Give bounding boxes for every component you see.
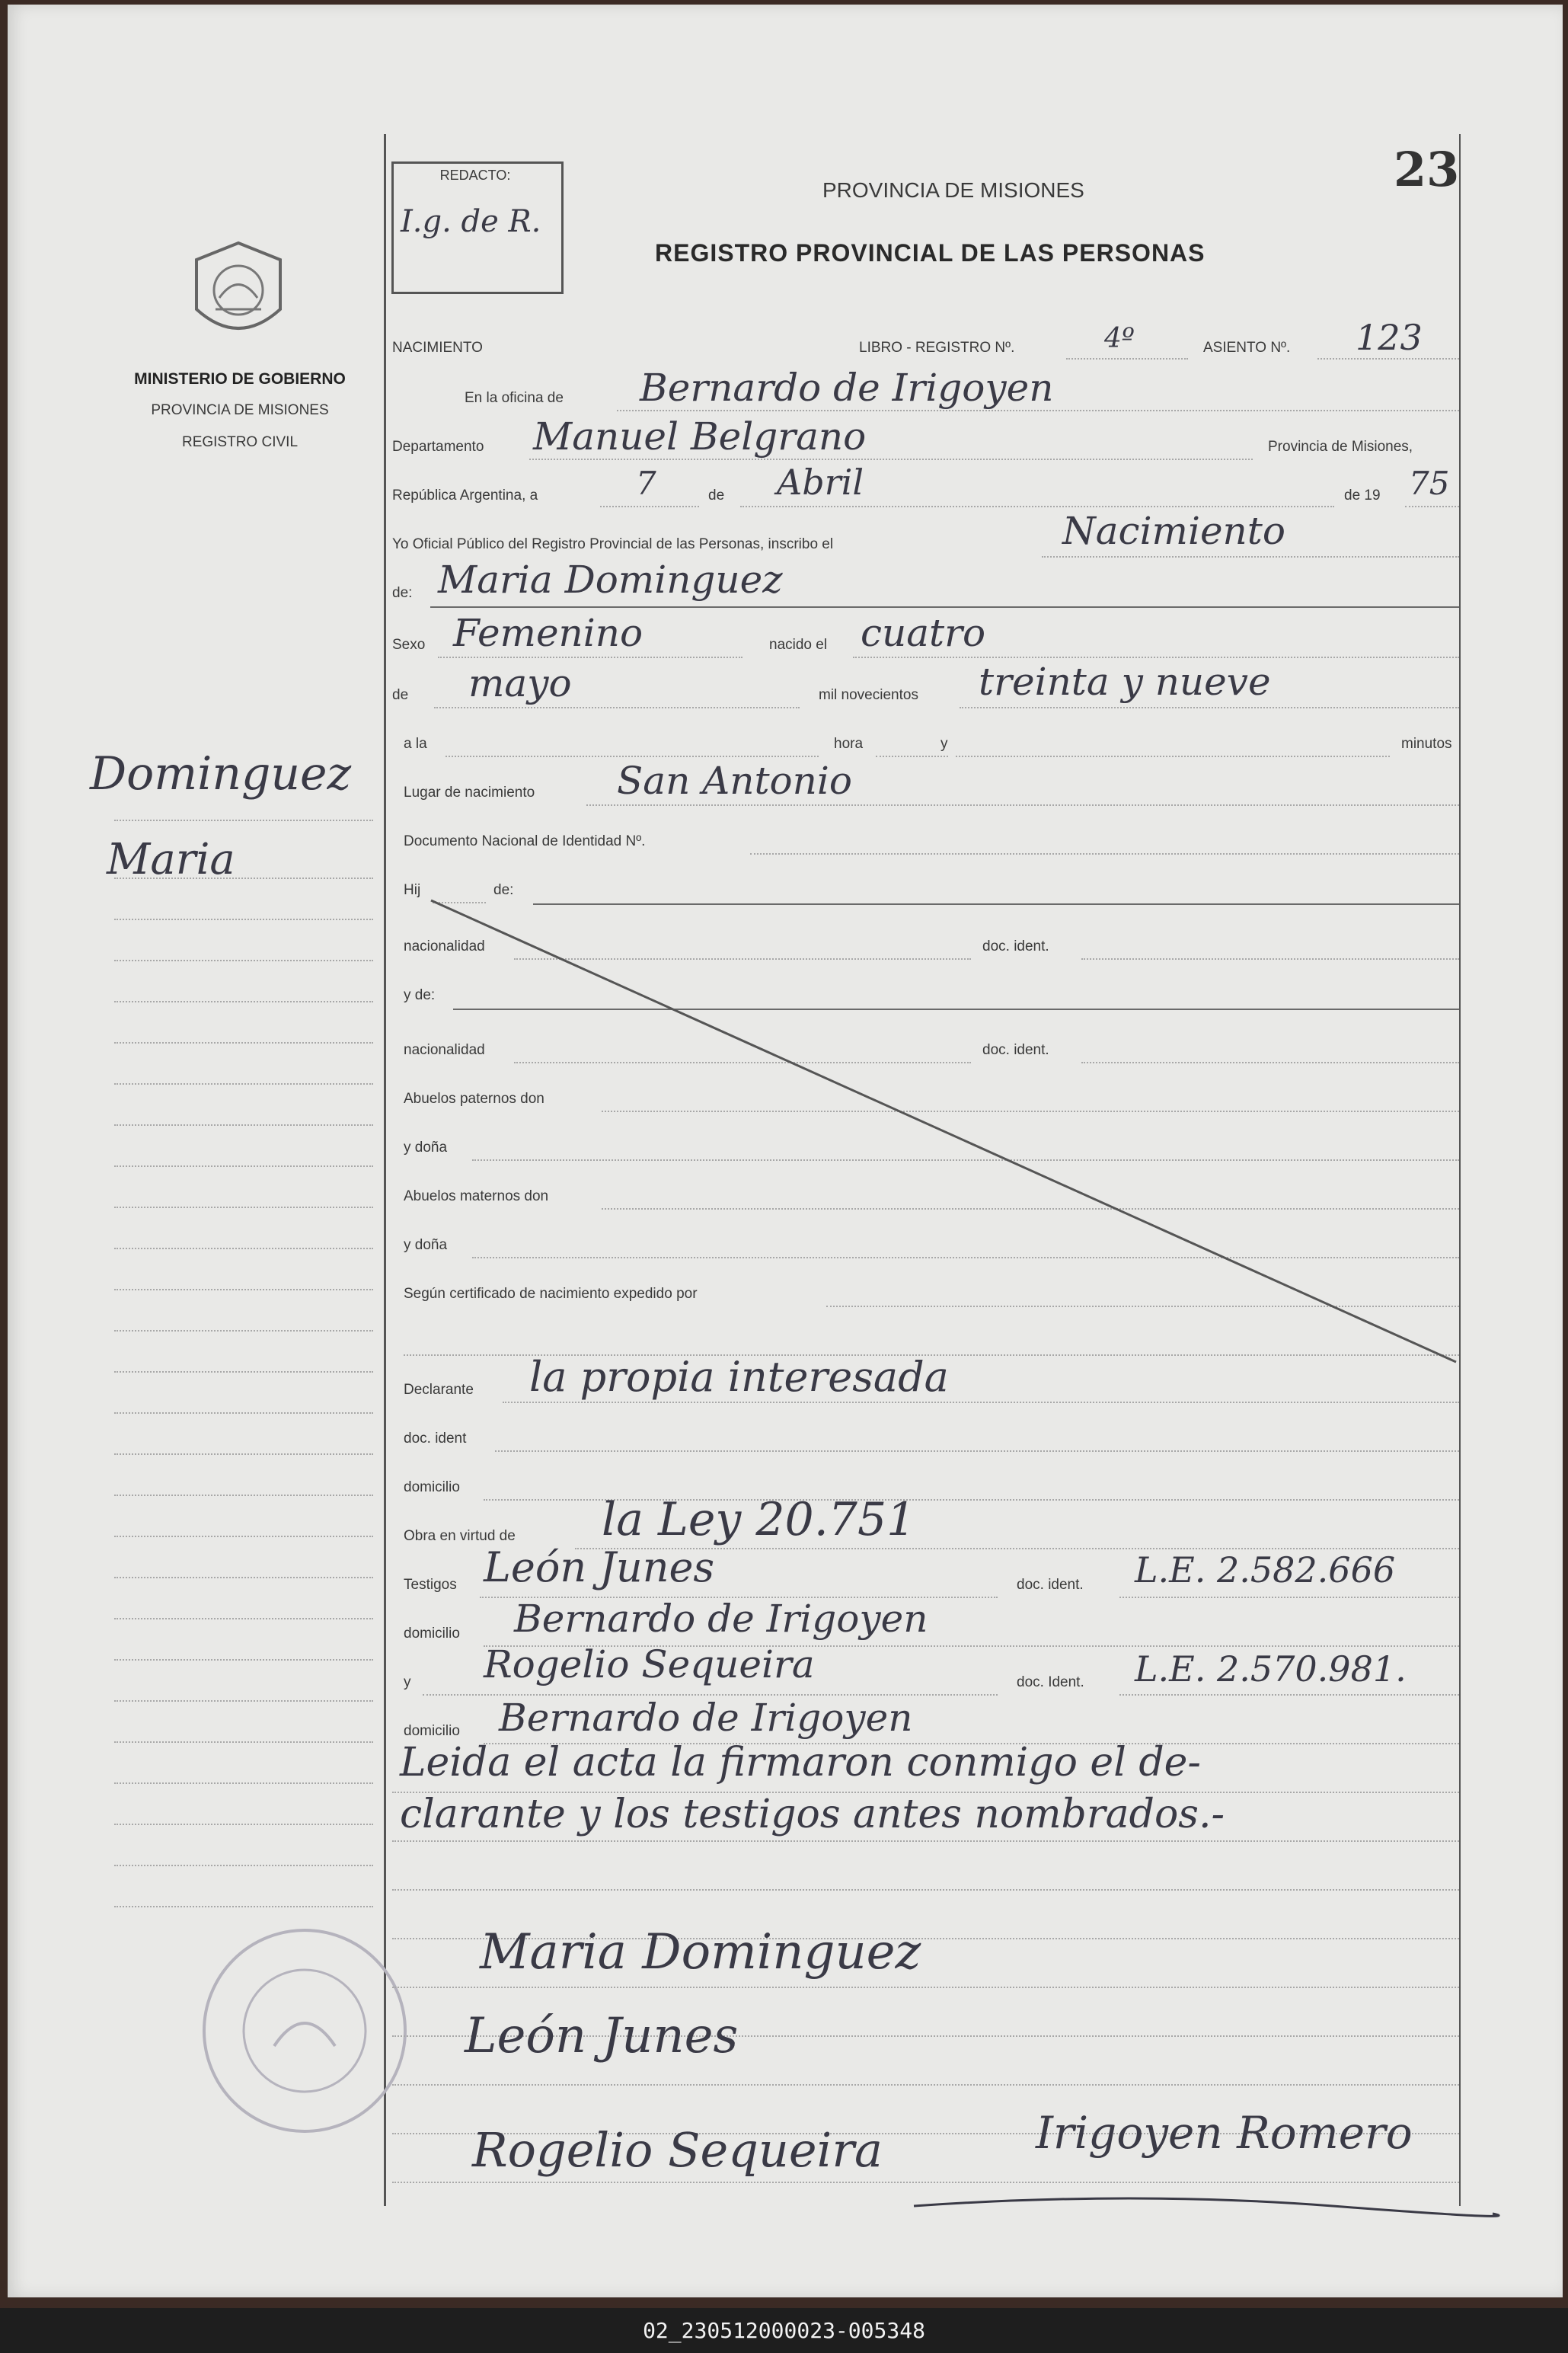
testigo2-doc: L.E. 2.570.981.	[1135, 1648, 1407, 1690]
republica-label: República Argentina, a	[392, 488, 538, 504]
leida-line-2: clarante y los testigos antes nombrados.-	[400, 1792, 1225, 1837]
redacto-label: REDACTO:	[439, 168, 511, 183]
nacionalidad2-label: nacionalidad	[404, 1042, 485, 1058]
documento-label: Documento Nacional de Identidad Nº.	[404, 833, 646, 849]
oficial-label: Yo Oficial Público del Registro Provincial de las Personas, inscribo el	[392, 536, 834, 552]
oficina-label: En la oficina de	[465, 390, 564, 406]
nacido-value: cuatro	[861, 611, 986, 655]
dia-value: 7	[636, 465, 656, 502]
docident5-label: doc. Ident.	[1017, 1674, 1084, 1690]
libro-label: LIBRO - REGISTRO Nº.	[859, 340, 1015, 356]
cancel-diagonal-line	[426, 896, 1462, 1368]
domicilio1-label: domicilio	[404, 1479, 460, 1495]
ministry-province: PROVINCIA DE MISIONES	[151, 402, 329, 418]
document-page	[8, 5, 1563, 2297]
registry-title: REGISTRO PROVINCIAL DE LAS PERSONAS	[655, 239, 1206, 267]
mes-nacimiento-value: mayo	[468, 661, 572, 705]
a-la-label: a la	[404, 736, 427, 752]
province-title: PROVINCIA DE MISIONES	[822, 178, 1084, 202]
asiento-value: 123	[1356, 317, 1423, 358]
docident2-label: doc. ident.	[982, 1042, 1049, 1058]
departamento-value: Manuel Belgrano	[533, 414, 867, 459]
y-dona1-label: y doña	[404, 1140, 448, 1156]
abuelos-maternos-label: Abuelos maternos don	[404, 1188, 549, 1204]
nacido-label: nacido el	[769, 637, 828, 653]
anio-label: de 19	[1344, 488, 1381, 504]
y2-label: y	[404, 1674, 411, 1690]
anio-value: 75	[1409, 465, 1450, 502]
margin-given-name: Maria	[107, 835, 235, 884]
testigo1-doc: L.E. 2.582.666	[1135, 1549, 1396, 1591]
signature-witness-2: Rogelio Sequeira	[472, 2122, 883, 2178]
segun-label: Según certificado de nacimiento expedido por	[404, 1286, 698, 1302]
lugar-label: Lugar de nacimiento	[404, 785, 535, 801]
libro-value: 4º	[1104, 323, 1135, 354]
sexo-value: Femenino	[453, 611, 643, 655]
mil-label: mil novecientos	[819, 687, 918, 703]
docident1-label: doc. ident.	[982, 938, 1049, 954]
de-name-label: de:	[392, 585, 413, 601]
declarante-label: Declarante	[404, 1382, 474, 1398]
obra-value: la Ley 20.751	[602, 1493, 916, 1546]
y-label: y	[940, 736, 948, 752]
testigos-label: Testigos	[404, 1577, 457, 1593]
page-number: 23	[1394, 142, 1460, 197]
docident3-label: doc. ident	[404, 1431, 467, 1447]
registrant-name: Maria Dominguez	[438, 558, 783, 602]
oficina-value: Bernardo de Irigoyen	[640, 366, 1054, 410]
lugar-value: San Antonio	[617, 759, 852, 803]
ministry-registry: REGISTRO CIVIL	[181, 434, 299, 450]
de-padre-label: de:	[493, 882, 514, 898]
docident4-label: doc. ident.	[1017, 1577, 1084, 1593]
leida-line-1: Leida el acta la firmaron conmigo el de-	[400, 1740, 1201, 1786]
sexo-label: Sexo	[392, 637, 426, 653]
left-margin-line	[384, 134, 386, 2206]
asiento-label: ASIENTO Nº.	[1203, 340, 1291, 356]
nacionalidad1-label: nacionalidad	[404, 938, 485, 954]
testigo2-name: Rogelio Sequeira	[484, 1642, 815, 1686]
margin-surname: Dominguez	[90, 747, 352, 801]
declarante-value: la propia interesada	[529, 1353, 949, 1401]
departamento-label: Departamento	[392, 439, 484, 455]
domicilio3-label: domicilio	[404, 1723, 460, 1739]
de-label: de	[708, 488, 725, 504]
oficial-value: Nacimiento	[1062, 509, 1285, 553]
minutos-label: minutos	[1401, 736, 1452, 752]
domicilio2-value: Bernardo de Irigoyen	[514, 1597, 928, 1641]
provincia-label: Provincia de Misiones,	[1268, 439, 1413, 455]
signature-flourish	[906, 2183, 1500, 2229]
provincial-crest-icon	[181, 237, 295, 351]
de-mes-label: de	[392, 687, 409, 703]
hora-label: hora	[834, 736, 864, 752]
signature-registrant: Maria Dominguez	[480, 1924, 921, 1981]
hij-label: Hij	[404, 882, 421, 898]
ministry-title: MINISTERIO DE GOBIERNO	[134, 370, 346, 388]
y-dona2-label: y doña	[404, 1237, 448, 1253]
signature-official: Irigoyen Romero	[1036, 2107, 1413, 2159]
obra-label: Obra en virtud de	[404, 1528, 516, 1544]
registry-seal-stamp	[190, 1917, 419, 2145]
domicilio2-label: domicilio	[404, 1626, 460, 1642]
nacimiento-label: NACIMIENTO	[392, 340, 483, 356]
image-caption: 02_230512000023-005348	[0, 2308, 1568, 2353]
y-de-label: y de:	[404, 987, 436, 1003]
abuelos-paternos-label: Abuelos paternos don	[404, 1091, 544, 1107]
redacto-value: I.g. de R.	[401, 204, 541, 239]
mil-value: treinta y nueve	[979, 660, 1271, 704]
signature-witness-1: León Junes	[465, 2008, 739, 2064]
testigo1-name: León Junes	[484, 1543, 715, 1591]
domicilio3-value: Bernardo de Irigoyen	[499, 1696, 913, 1740]
mes-value: Abril	[777, 462, 864, 503]
